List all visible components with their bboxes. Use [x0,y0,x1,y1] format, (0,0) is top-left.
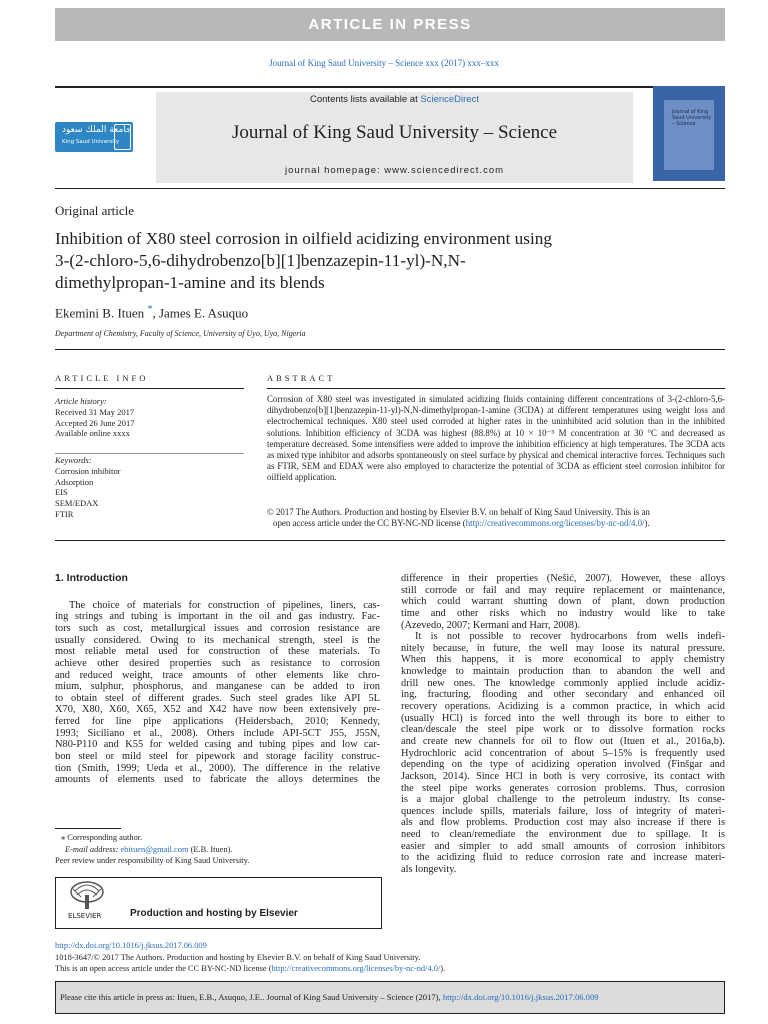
body-text-line: als and flow problems. Production cost may also increase if there is [401,817,725,829]
abstract-rule [267,388,725,389]
body-text-line: recovery operations. Acidizing is a common practice, in which acid [401,701,725,713]
body-text-line: time and other risks which no industry would like to take [401,607,725,619]
footnotes [55,832,380,867]
body-text-line: and create new channels for oil to flow out (Ituen et al., 2016a,b). [401,735,725,747]
article-title-line-1: Inhibition of X80 steel corrosion in oilfield acidizing environment using [55,229,552,248]
author-list [55,304,248,321]
keyword-item: Adsorption [55,476,94,487]
email-link[interactable]: ebituen@gmail.com [120,844,189,854]
homepage-url[interactable]: www.sciencedirect.com [384,165,505,176]
masthead-top-rule [55,86,725,88]
keywords-rule [55,453,244,454]
cite-prefix: Please cite this article in press as: Ituen, E.B., Asuquo, J.E.. Journal of King Saud University – Science (2017), [60,992,443,1002]
body-text-line: to obtain steel of different grades. Such steel grades like API 5L [55,692,380,704]
peer-review-note: Peer review under responsibility of King Saud University. [55,856,250,865]
masthead-bottom-rule [55,188,725,189]
cite-this-article-text [60,992,599,1002]
body-text-line: quences include spills, materials failure, loss of integrity of materi- [401,805,725,817]
article-history [55,396,244,439]
body-text-line: and reduced weight, trace amounts of other elements like chro- [55,669,380,681]
body-text-line: achieve other desired properties such as resistance to corrosion [55,657,380,669]
article-title-line-3: dimethylpropan-1-amine and its blends [55,273,325,292]
body-text-line: mium, sulphur, phosphorus, and manganese can be added to iron [55,681,380,693]
ksu-logo-arabic-text: جامعة الملك سعود [62,125,132,135]
abstract-text: Corrosion of X80 steel was investigated in simulated acidizing fluids containing different concentrations of 3-(2-chloro-5,6-dihydrobenzo[b][1]benzazepin-11-yl)-N,N-dimethylpropan-1-amine (3CDA) at different temperatures using weight loss and electrochemical techniques. X80 steel used corroded at higher rates in the uninhibited acid solution than in the inhibited solutions. Inhibition efficiency of 3CDA was highest (88.8%) at 10 × 10⁻⁵ M concentration at 30 °C and decreased as temperature decreased. Some intensifiers were added to improve the inhibition efficiency at high temperatures. The 3CDA acts as mixed type inhibitor and adsorbs spontaneously on steel surface by physical and chemical interactive forces. Techniques such as FTIR, SEM and EDAX were also employed to characterize the potential of 3CDA as efficient steel corrosion inhibitor for oilfield application. [267,394,725,483]
history-label: Article history: [55,396,107,406]
article-info-heading: ARTICLE INFO [55,373,149,383]
body-text-line: ing, fracturing, flooding and other secondary and enhanced oil [401,689,725,701]
body-text-line: It is not possible to recover hydrocarbons from wells indefi- [415,631,725,643]
doi-link[interactable]: http://dx.doi.org/10.1016/j.jksus.2017.06.009 [55,941,207,950]
body-text-line: which could warrant shutting down of plant, down production [401,596,725,608]
body-text-line: difference in their properties (Nešić, 2007). However, these alloys [401,573,725,584]
author-separator: , [152,305,159,321]
copyright-prefix: open access article under the CC BY-NC-ND license ( [273,518,466,529]
history-accepted: Accepted 26 June 2017 [55,417,135,428]
body-text-line: easier and simpler to add small amounts of corrosion inhibitors [401,840,725,852]
email-suffix: (E.B. Ituen). [188,844,233,854]
body-text-line: to the acidizing fluid to reduce corrosion rate and increase materi- [401,852,725,864]
body-text-line: most reliable metal used for construction of these materials. To [55,646,380,658]
email-note [55,844,380,856]
body-text-line: 1993; Siciliano et al., 2008). Others include API-5CT J55, J55N, [55,727,380,739]
elsevier-tree-icon [67,881,107,911]
corresponding-author-mark[interactable]: * [147,304,153,315]
intro-left-paragraph [55,600,380,786]
body-text-line: need to clean/remediate the environment due to spillage. It is [401,829,725,841]
footnote-rule [55,828,121,829]
email-label: E-mail address: [65,844,121,854]
body-text-line: als longevity. [401,864,457,876]
keyword-item: FTIR [55,508,74,519]
body-text-line: drill new ones. The knowledge commonly applied include acidiz- [401,677,725,689]
body-text-line: knowledge to maintain production than to abandon the well and [401,666,725,678]
journal-title: Journal of King Saud University – Science [231,122,558,143]
author-ituen[interactable]: Ekemini B. Ituen [55,305,145,321]
intro-right-paragraphs [401,573,725,876]
article-type: Original article [55,203,135,218]
article-title [55,228,655,294]
body-text-line: Hydrochloric acid concentration of about 5–15% is frequently used [401,747,725,759]
body-text-line: When this happens, it is more economical to apply chemistry [401,654,725,666]
journal-cover-title: Journal of King Saud University – Science [672,109,712,127]
copyright-line-1: © 2017 The Authors. Production and hosting by Elsevier B.V. on behalf of King Saud University. This is an [267,507,650,517]
introduction-heading: 1. Introduction [55,572,128,584]
history-online: Available online xxxx [55,428,130,439]
body-text-line: Jackson, 2014). Since HCl in both is very corrosive, its contact with [401,770,725,782]
body-column-left [55,573,380,786]
ksu-emblem-icon [114,124,131,150]
body-text-line: the steel pipe works generates corrosion problems. Thus, corrosion [401,782,725,794]
journal-citation-link[interactable]: Journal of King Saud University – Science xxx (2017) xxx–xxx [269,58,499,68]
body-text-line: ing strings and tubing is important in the oil and gas industry. Fac- [55,611,380,623]
cc-license-link[interactable]: http://creativecommons.org/licenses/by-nc-nd/4.0/ [465,518,645,529]
affiliation-rule [55,349,725,350]
copyright-line-2 [267,518,725,529]
oa-prefix: This is an open access article under the CC BY-NC-ND license ( [55,964,272,973]
article-title-line-2: 3-(2-chloro-5,6-dihydrobenzo[b][1]benzazepin-11-yl)-N,N- [55,251,466,270]
body-text-line: tion (Smith, 1999; Ueda et al., 2000). The difference in the relative [55,762,380,774]
body-text-line: depending on the type of acidizing operation involved (Finšgar and [401,759,725,771]
article-in-press-banner: ARTICLE IN PRESS [55,8,725,41]
affiliation: Department of Chemistry, Faculty of Science, University of Uyo, Uyo, Nigeria [55,329,306,338]
keywords [55,455,244,520]
abstract-copyright [267,507,725,529]
body-text-line: X70, X80, X60, X65, X52 and X42 have now been extensively pre- [55,704,380,716]
contents-prefix: Contents lists available at [310,94,421,105]
body-text-line: nitely because, in future, the well may loose its natural pressure. [401,642,725,654]
author-asuquo[interactable]: James E. Asuquo [158,305,249,321]
production-hosting-label: Production and hosting by Elsevier [130,908,298,919]
body-text-line: amounts of elements used to fabricate the alloys determines the [55,774,380,786]
abstract-bottom-rule [55,540,725,541]
body-text-line: N80-P110 and K55 for welded casing and tubing pipes and low car- [55,739,380,751]
issn-copyright-line: 1018-3647/© 2017 The Authors. Production and hosting by Elsevier B.V. on behalf of King Saud University. [55,953,421,962]
journal-homepage-line [156,165,633,176]
keyword-item: Corrosion inhibitor [55,465,121,476]
keyword-item: EIS [55,487,68,498]
body-text-line: usually considered. Owing to its mechanical strength, steel is the [55,634,380,646]
body-text-line: tors such as cost, metallurgical issues and corrosion resistance are [55,622,380,634]
oa-license-link[interactable]: http://creativecommons.org/licenses/by-nc-nd/4.0/ [271,964,441,973]
elsevier-wordmark: ELSEVIER [68,912,102,920]
keyword-item: SEM/EDAX [55,498,99,509]
sciencedirect-link[interactable]: ScienceDirect [420,94,479,105]
body-text-line: The choice of materials for construction of pipelines, liners, cas- [69,599,380,611]
corresponding-author-note: ⁎ Corresponding author. [61,833,143,842]
copyright-suffix: ). [644,518,650,529]
ksu-logo-english-text: King Saud University [62,139,120,145]
article-info-rule [55,388,244,389]
cite-doi-link[interactable]: http://dx.doi.org/10.1016/j.jksus.2017.06.009 [442,992,599,1002]
body-text-line: (Azevedo, 2007; Kermani and Harr, 2008). [401,619,581,631]
history-received: Received 31 May 2017 [55,406,135,417]
body-text-line: clean/descale the steel pipe work or to dissolve formation rocks [401,724,725,736]
body-text-line: (usually HCl) is forced into the well through its bore to either to [401,712,725,724]
oa-suffix: ). [440,964,446,973]
homepage-prefix: journal homepage: [284,165,385,176]
body-text-line: ferred for line pipe applications (Heidersbach, 2010; Kennedy, [55,716,380,728]
body-text-line: is a major global challenge to the petroleum industry. Its conse- [401,794,725,806]
contents-available-line [156,94,633,105]
body-text-line: still corrode or fail and may require replacement or maintenance, [401,584,725,596]
abstract-heading: ABSTRACT [267,373,336,383]
body-text-line: bon steel or mild steel for pipework and storage facility construc- [55,750,380,762]
body-column-right [401,573,725,876]
open-access-line [55,964,445,973]
keywords-label: Keywords: [55,455,92,465]
